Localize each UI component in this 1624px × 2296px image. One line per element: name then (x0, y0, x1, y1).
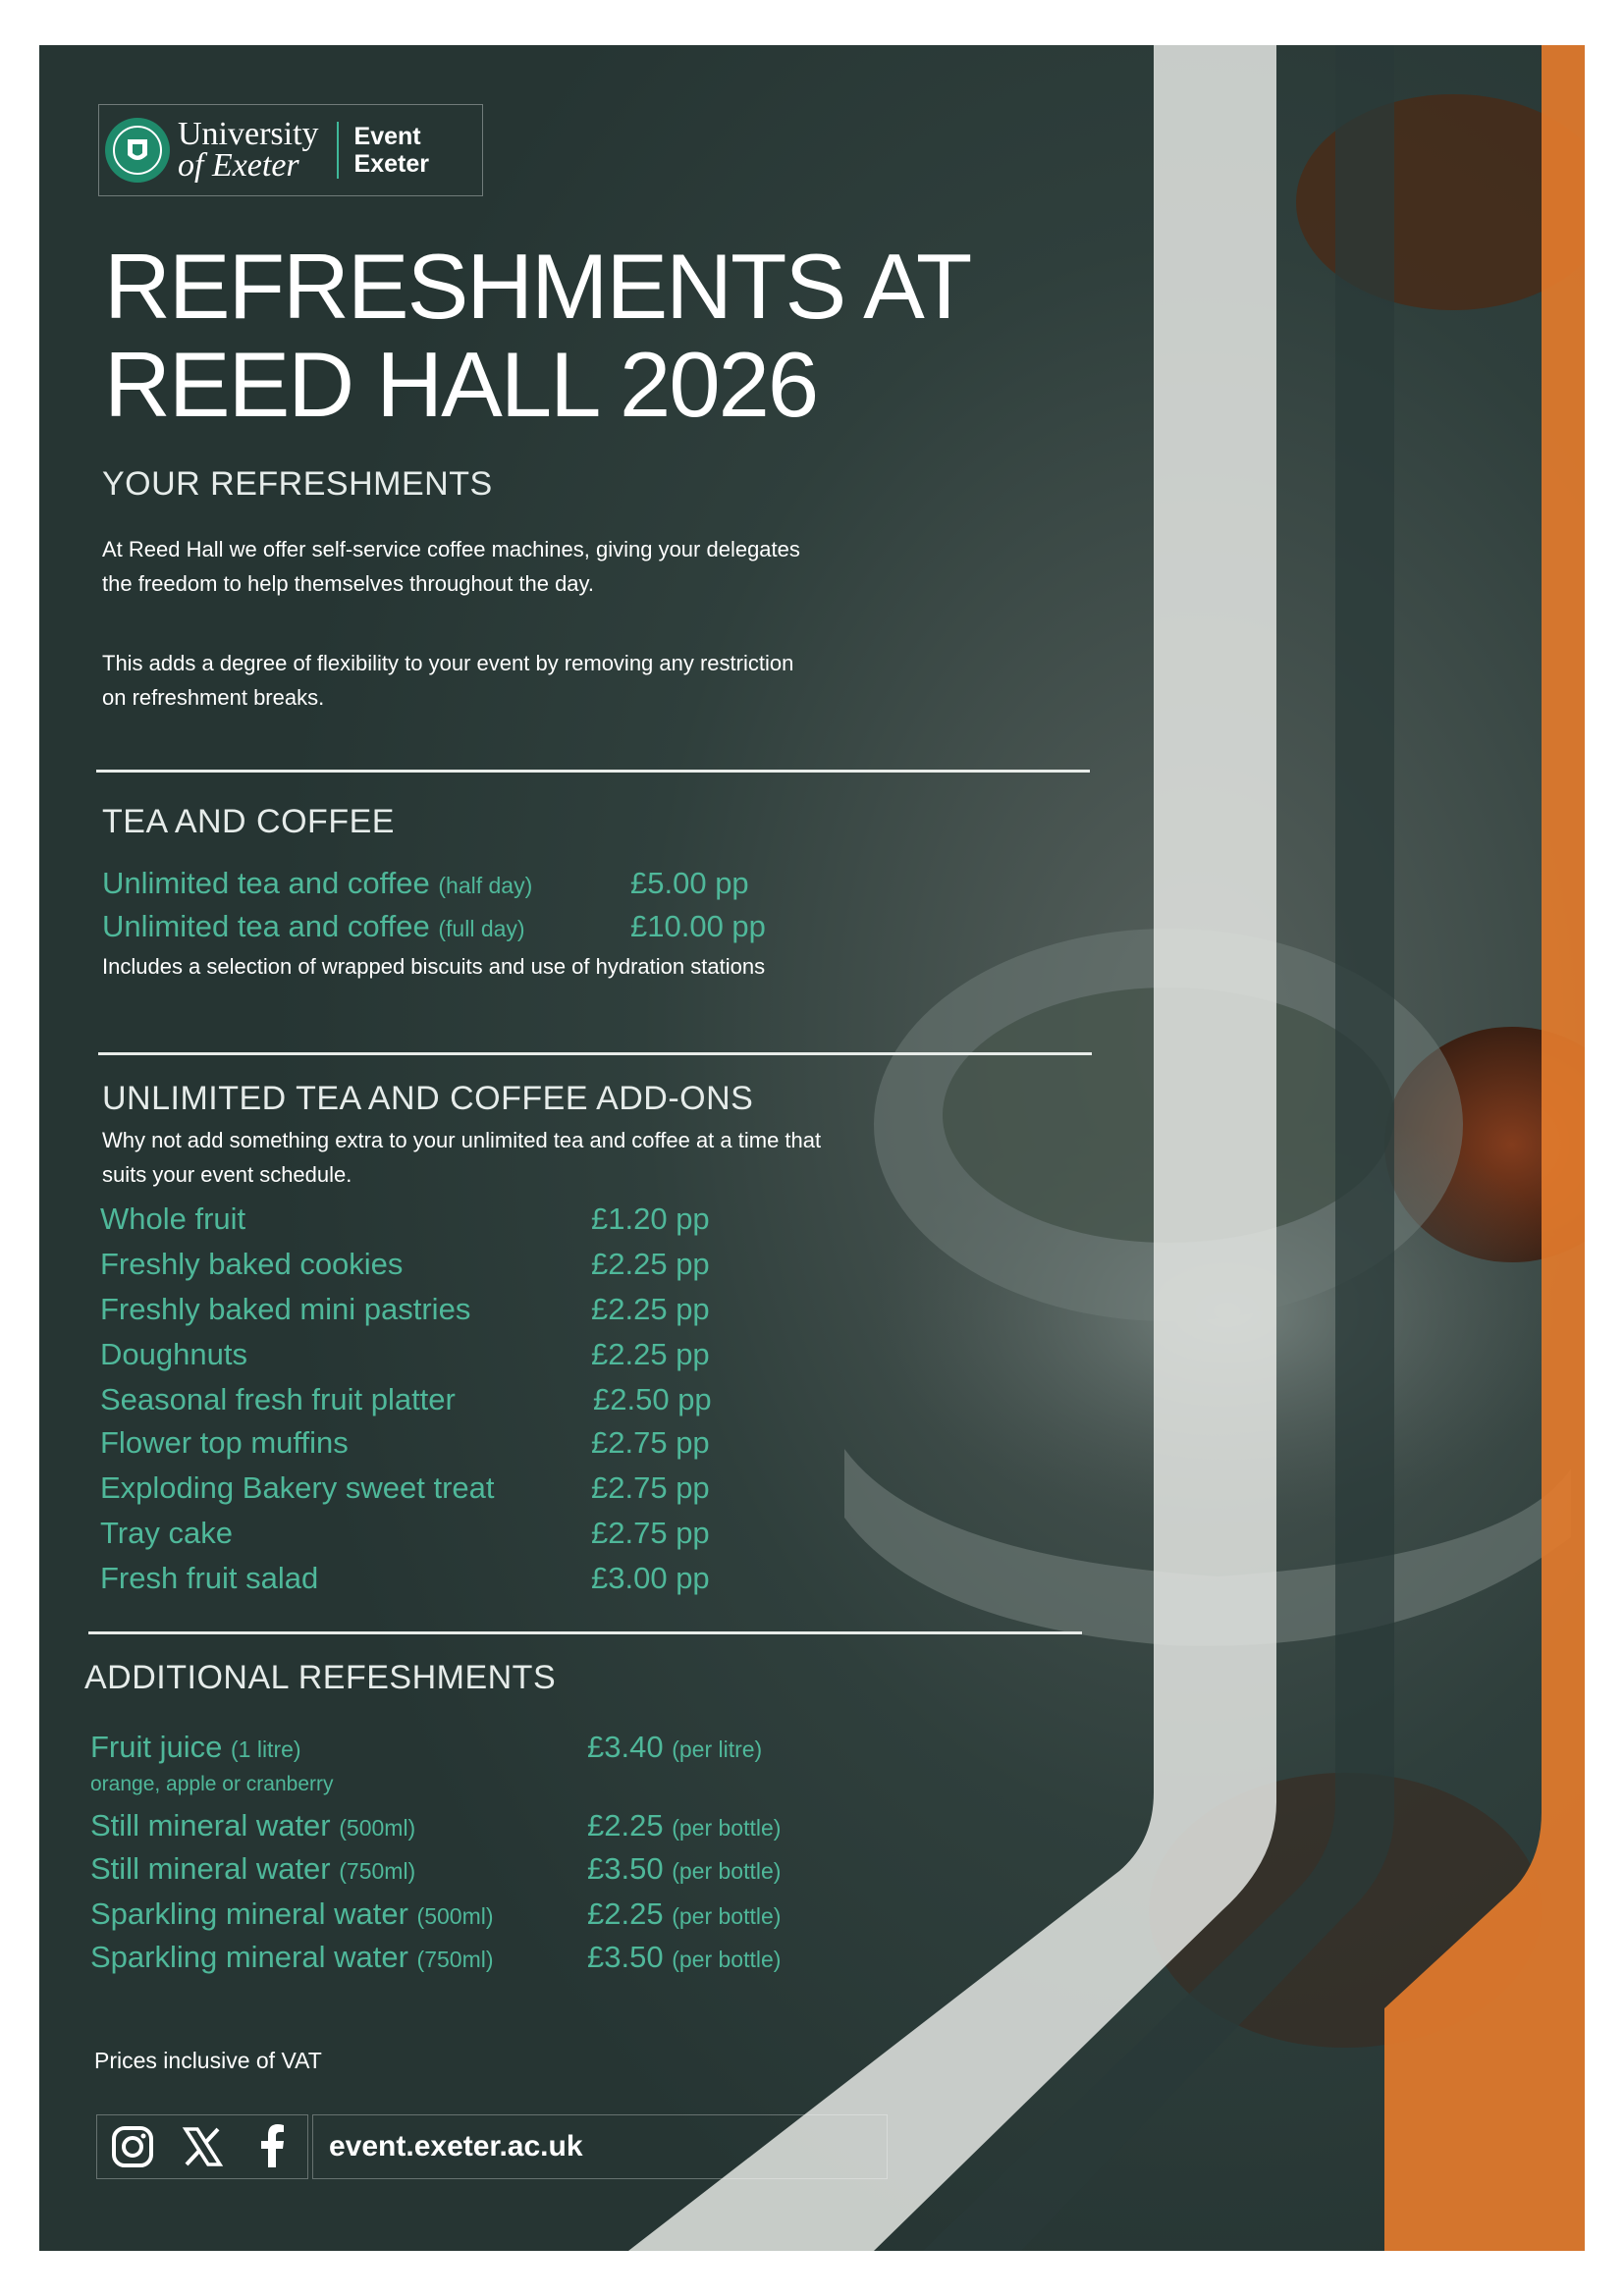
price-unit: (per bottle) (672, 1903, 782, 1929)
addon-item-4: Seasonal fresh fruit platter (100, 1382, 456, 1416)
additional-item-1 (90, 1808, 415, 1843)
addons-intro: Why not add something extra to your unlimited tea and coffee at a time that suits your event schedule. (102, 1128, 822, 1187)
x-icon[interactable] (178, 2122, 227, 2171)
item-detail: (750ml) (339, 1858, 416, 1884)
addon-item-5: Flower top muffins (100, 1425, 349, 1460)
item-detail: (half day) (438, 873, 533, 898)
tea-coffee-price-full-day: £10.00 pp (630, 909, 766, 943)
additional-price-3 (587, 1896, 781, 1932)
logo-university-line1: University (178, 116, 319, 152)
addon-item-8: Fresh fruit salad (100, 1561, 319, 1595)
logo-university-text (178, 116, 319, 184)
price-unit: (per bottle) (672, 1815, 782, 1841)
website-box (312, 2114, 888, 2179)
addon-item-7: Tray cake (100, 1516, 233, 1550)
price-unit: (per bottle) (672, 1858, 782, 1884)
item-detail: (full day) (438, 916, 525, 941)
price-value: £3.40 (587, 1730, 664, 1764)
price-unit: (per litre) (672, 1736, 763, 1762)
vat-note: Prices inclusive of VAT (94, 2048, 322, 2073)
social-icons (96, 2114, 308, 2179)
logo-university-line2: of Exeter (178, 147, 299, 184)
item-name: Sparkling mineral water (90, 1940, 408, 1974)
tea-coffee-price-half-day: £5.00 pp (630, 866, 749, 900)
logo-event-line2: Exeter (353, 150, 429, 178)
price-value: £3.50 (587, 1940, 664, 1974)
page-title (104, 235, 971, 436)
additional-item-3 (90, 1896, 494, 1932)
additional-item-0 (90, 1730, 301, 1765)
logo-separator (337, 122, 339, 179)
instagram-icon[interactable] (108, 2122, 157, 2171)
addon-price-5: £2.75 pp (591, 1425, 710, 1460)
addon-price-0: £1.20 pp (591, 1201, 710, 1236)
additional-heading: ADDITIONAL REFESHMENTS (84, 1659, 557, 1696)
item-name: Still mineral water (90, 1851, 331, 1886)
addon-price-8: £3.00 pp (591, 1561, 710, 1595)
item-detail: (750ml) (416, 1947, 494, 1972)
tea-coffee-note: Includes a selection of wrapped biscuits and use of hydration stations (102, 954, 766, 979)
title-line2: REED HALL 2026 (104, 333, 818, 436)
item-detail: (1 litre) (231, 1736, 301, 1762)
logo-event-line1: Event (353, 123, 421, 150)
university-logo (98, 104, 483, 196)
additional-price-1 (587, 1808, 781, 1843)
logo-event-text (354, 123, 429, 178)
item-name: Sparkling mineral water (90, 1896, 408, 1931)
addons-heading: UNLIMITED TEA AND COFFEE ADD-ONS (102, 1080, 754, 1117)
facebook-icon[interactable] (247, 2122, 297, 2171)
price-unit: (per bottle) (672, 1947, 782, 1972)
additional-price-2 (587, 1851, 781, 1887)
your-refreshments-heading: YOUR REFRESHMENTS (102, 465, 493, 503)
item-name: Fruit juice (90, 1730, 223, 1764)
addon-price-4: £2.50 pp (593, 1382, 712, 1416)
divider-3 (88, 1631, 1082, 1634)
item-detail: (500ml) (416, 1903, 494, 1929)
price-value: £2.25 (587, 1896, 664, 1931)
your-refreshments-para2: This adds a degree of flexibility to your event by removing any restriction on refreshment breaks. (102, 651, 794, 710)
tea-coffee-item-full-day (102, 909, 525, 944)
additional-price-0 (587, 1730, 762, 1765)
item-name: Unlimited tea and coffee (102, 866, 430, 900)
tea-coffee-heading: TEA AND COFFEE (102, 803, 395, 840)
website-link[interactable]: event.exeter.ac.uk (329, 2130, 583, 2163)
addon-price-3: £2.25 pp (591, 1337, 710, 1371)
title-line1: REFRESHMENTS AT (104, 235, 971, 338)
item-detail: (500ml) (339, 1815, 416, 1841)
your-refreshments-para1: At Reed Hall we offer self-service coffee machines, giving your delegates the freedom to help themselves throughout the day. (102, 537, 800, 596)
menu-poster (39, 45, 1585, 2251)
price-value: £2.25 (587, 1808, 664, 1842)
additional-price-4 (587, 1940, 781, 1975)
addon-item-6: Exploding Bakery sweet treat (100, 1470, 495, 1505)
item-name: Unlimited tea and coffee (102, 909, 430, 943)
university-seal-icon (103, 116, 172, 185)
price-value: £3.50 (587, 1851, 664, 1886)
tea-coffee-item-half-day (102, 866, 532, 901)
juice-flavours-note: orange, apple or cranberry (90, 1773, 334, 1795)
addon-price-7: £2.75 pp (591, 1516, 710, 1550)
addon-price-2: £2.25 pp (591, 1292, 710, 1326)
addon-item-2: Freshly baked mini pastries (100, 1292, 471, 1326)
addon-item-0: Whole fruit (100, 1201, 246, 1236)
divider-2 (98, 1052, 1092, 1055)
additional-item-4 (90, 1940, 494, 1975)
divider-1 (96, 770, 1090, 773)
addon-price-1: £2.25 pp (591, 1247, 710, 1281)
additional-item-2 (90, 1851, 415, 1887)
item-name: Still mineral water (90, 1808, 331, 1842)
addon-item-3: Doughnuts (100, 1337, 247, 1371)
addon-item-1: Freshly baked cookies (100, 1247, 404, 1281)
addon-price-6: £2.75 pp (591, 1470, 710, 1505)
